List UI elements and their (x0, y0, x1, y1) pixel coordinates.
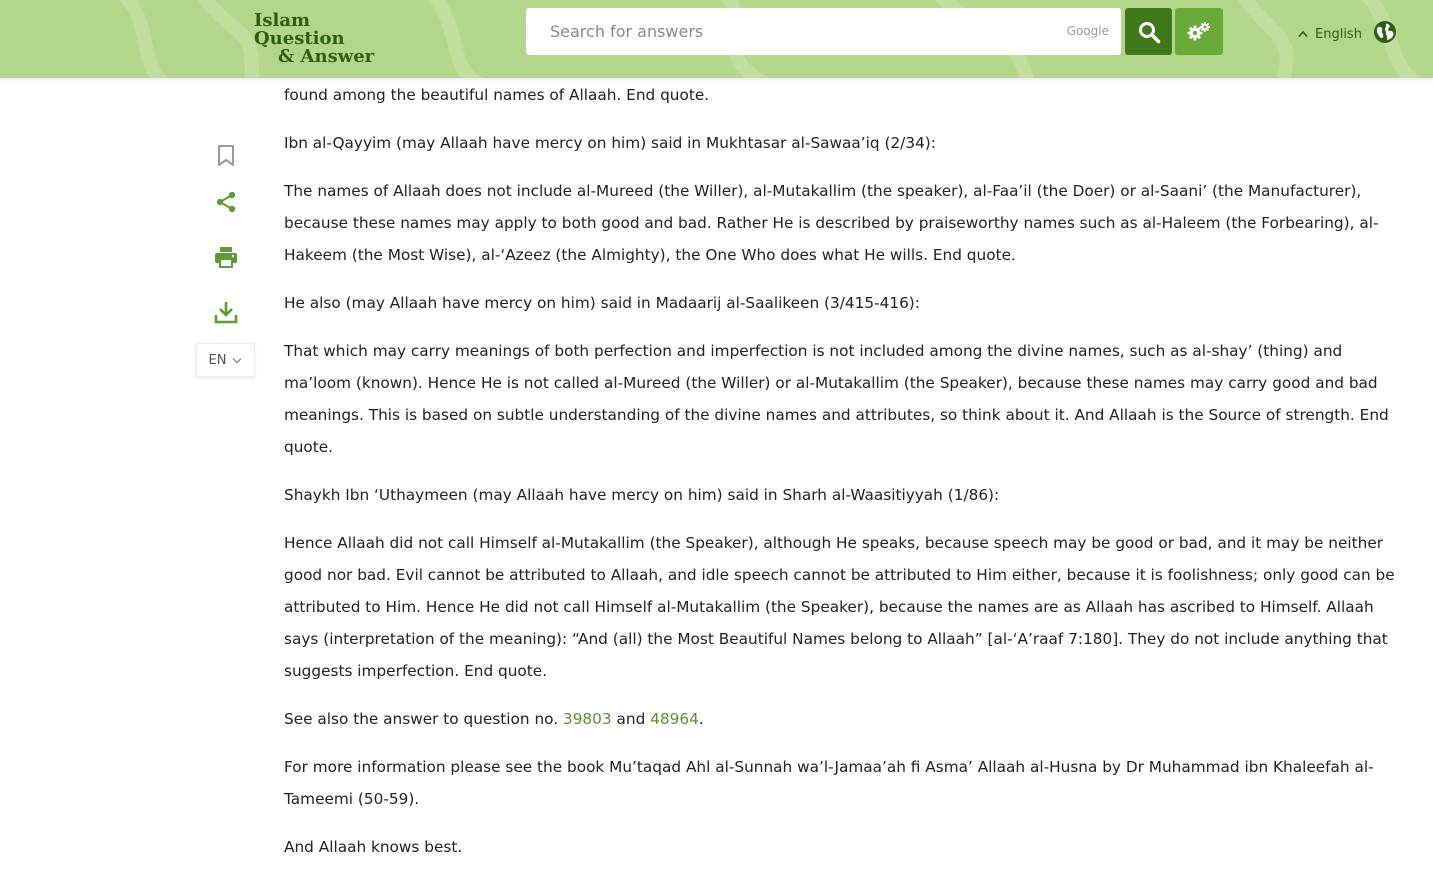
question-link-48964[interactable]: 48964 (650, 710, 699, 728)
article-paragraph: The names of Allaah does not include al-Mureed (the Willer), al-Mutakallim (the speaker), al-Faa’il (the Doer) or al-Saani’ (the Manufacturer), because these names may apply to both good and bad. Rather He is described by praiseworthy names such as al-Haleem (the Forbearing), al-Hakeem (the Most Wise), al-‘Azeez (the Almighty), the One Who does what He wills. End quote. (284, 182, 1379, 264)
see-also-period: . (698, 710, 704, 728)
question-link-39803[interactable]: 39803 (562, 710, 612, 728)
search-provider-label: Google (1066, 24, 1109, 38)
download-button[interactable] (210, 296, 242, 328)
search-input[interactable] (526, 8, 1046, 55)
bookmark-button[interactable] (210, 140, 242, 172)
article-paragraph: For more information please see the book Mu’taqad Ahl al-Sunnah wa’l-Jamaa’ah fi Asma’ Allaah al-Husna by Dr Muhammad ibn Khaleefah al-Tameemi (50-59). (284, 758, 1374, 808)
site-header (0, 0, 1433, 78)
article-paragraph: Shaykh Ibn ‘Uthaymeen (may Allaah have mercy on him) said in Sharh al-Waasitiyyah (1/86): (284, 486, 1000, 504)
share-button[interactable] (210, 186, 242, 218)
print-button[interactable] (210, 241, 242, 273)
article-paragraph: Hence Allaah did not call Himself al-Mutakallim (the Speaker), although He speaks, because speech may be good or bad, and it may be neither good nor bad. Evil cannot be attributed to Allaah, and idle speech cannot be attributed to Him either, because it is foolishness; only good can be attributed to Him. Hence He did not call Himself al-Mutakallim (the Speaker), because the names are as Allaah has ascribed to Himself. Allaah says (interpretation of the meaning): “And (all) the Most Beautiful Names belong to Allaah” [al-‘A’raaf 7:180]. They do not include anything that suggests imperfection. End quote. (284, 534, 1395, 680)
download-icon (213, 299, 239, 325)
globe-icon (1372, 19, 1398, 49)
search-icon (1137, 20, 1161, 44)
content-language-select[interactable] (196, 343, 255, 377)
article-closing: And Allaah knows best. (284, 838, 463, 856)
gear-icon (1186, 20, 1212, 44)
see-also-text: See also the answer to question no. (284, 710, 563, 728)
article-paragraph: found among the beautiful names of Allaah. End quote. (284, 86, 710, 104)
search-box (526, 8, 1121, 55)
see-also-paragraph (284, 703, 1409, 735)
site-logo[interactable] (254, 12, 404, 66)
chevron-up-icon (1298, 30, 1308, 38)
chevron-down-icon (232, 357, 242, 364)
settings-button[interactable] (1175, 8, 1223, 55)
article-paragraph: He also (may Allaah have mercy on him) said in Madaarij al-Saalikeen (3/415-416): (284, 294, 920, 312)
print-icon (213, 245, 239, 269)
logo-line-1: Islam Question (254, 10, 345, 49)
language-label: English (1315, 26, 1362, 42)
article-paragraph: Ibn al-Qayyim (may Allaah have mercy on him) said in Mukhtasar al-Sawaa’iq (2/34): (284, 134, 936, 152)
share-icon (214, 190, 238, 214)
search-button[interactable] (1125, 8, 1172, 55)
content-language-value: EN (208, 352, 227, 368)
see-also-conjunction: and (611, 710, 651, 728)
logo-line-2: & Answer (278, 46, 375, 67)
article-body (284, 79, 1409, 879)
language-switcher[interactable] (1298, 20, 1398, 48)
bookmark-icon (217, 144, 235, 168)
article-paragraph: That which may carry meanings of both perfection and imperfection is not included among the divine names, such as al-shay’ (thing) and ma’loom (known). Hence He is not called al-Mureed (the Willer) or al-Mutakallim (the Speaker), because these names may carry good and bad meanings. This is based on subtle understanding of the divine names and attributes, so think about it. And Allaah is the Source of strength. End quote. (284, 342, 1389, 456)
